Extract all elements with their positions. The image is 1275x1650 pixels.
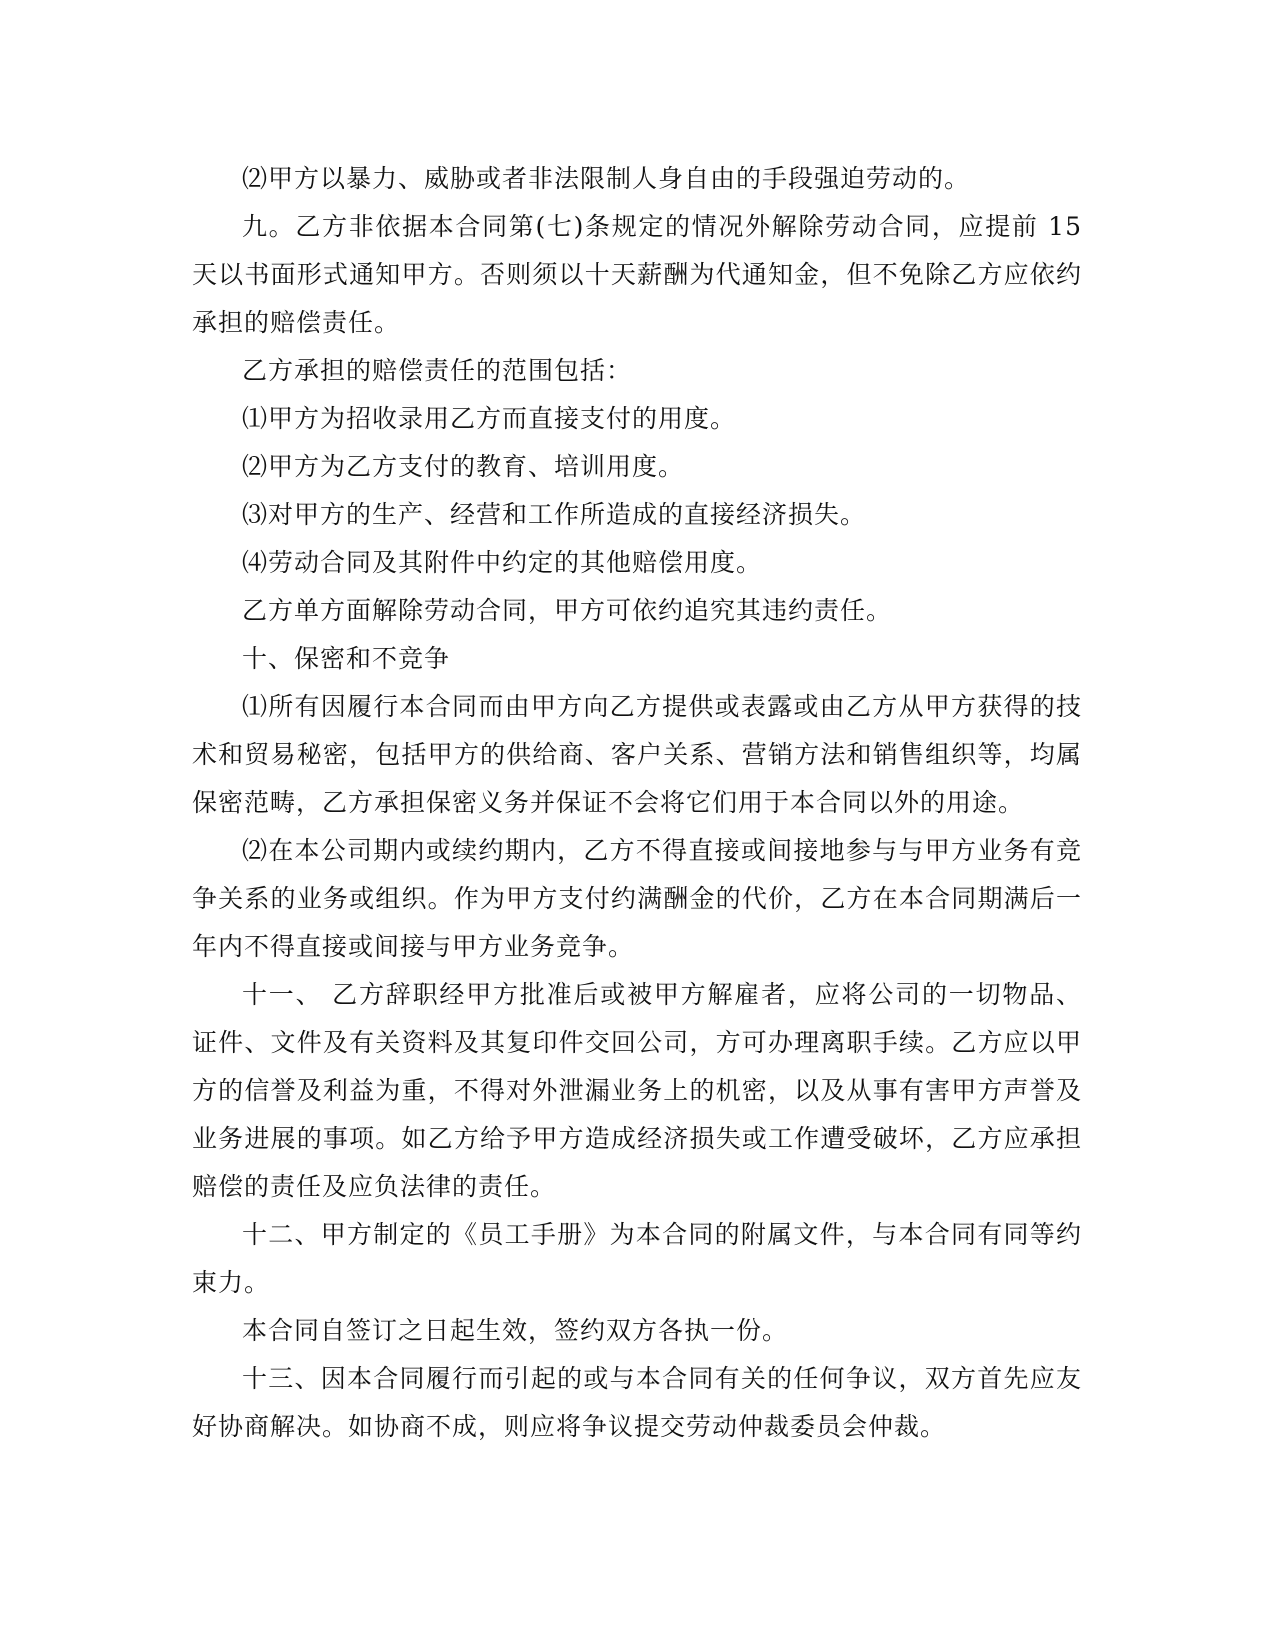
paragraph-forced-labor: ⑵甲方以暴力、威胁或者非法限制人身自由的手段强迫劳动的。 — [242, 164, 971, 193]
paragraph-unilateral-termination: 乙方单方面解除劳动合同，甲方可依约追究其违约责任。 — [242, 596, 893, 625]
paragraph-article-9: 九。乙方非依据本合同第(七)条规定的情况外解除劳动合同，应提前 15 天以书面形式通知甲方。否则须以十天薪酬为代通知金，但不免除乙方应依约承担的赔偿责任。 — [192, 212, 1082, 337]
paragraph-article-13: 十三、因本合同履行而引起的或与本合同有关的任何争议，双方首先应友好协商解决。如协商不成，则应将争议提交劳动仲裁委员会仲裁。 — [192, 1364, 1082, 1441]
paragraph-item-1: ⑴甲方为招收录用乙方而直接支付的用度。 — [242, 404, 737, 433]
paragraph-item-2: ⑵甲方为乙方支付的教育、培训用度。 — [242, 452, 685, 481]
document-body — [192, 155, 1082, 1451]
paragraph-article-11: 十一、 乙方辞职经甲方批准后或被甲方解雇者，应将公司的一切物品、证件、文件及有关资料及其复印件交回公司，方可办理离职手续。乙方应以甲方的信誉及利益为重，不得对外泄漏业务上的机密，以及从事有害甲方声誉及业务进展的事项。如乙方给予甲方造成经济损失或工作遭受破坏，乙方应承担赔偿的责任及应负法律的责任。 — [192, 980, 1082, 1201]
section-heading-article-10: 十、保密和不竞争 — [242, 644, 451, 673]
paragraph-compensation-scope: 乙方承担的赔偿责任的范围包括： — [242, 356, 633, 385]
paragraph-confidentiality-1: ⑴所有因履行本合同而由甲方向乙方提供或表露或由乙方从甲方获得的技术和贸易秘密，包括甲方的供给商、客户关系、营销方法和销售组织等，均属保密范畴，乙方承担保密义务并保证不会将它们用于本合同以外的用途。 — [192, 692, 1082, 817]
paragraph-non-compete-2: ⑵在本公司期内或续约期内，乙方不得直接或间接地参与与甲方业务有竞争关系的业务或组织。作为甲方支付约满酬金的代价，乙方在本合同期满后一年内不得直接或间接与甲方业务竞争。 — [192, 836, 1082, 961]
paragraph-item-4: ⑷劳动合同及其附件中约定的其他赔偿用度。 — [242, 548, 763, 577]
paragraph-effective-date: 本合同自签订之日起生效，签约双方各执一份。 — [242, 1316, 789, 1345]
paragraph-article-12: 十二、甲方制定的《员工手册》为本合同的附属文件，与本合同有同等约束力。 — [192, 1220, 1082, 1297]
paragraph-item-3: ⑶对甲方的生产、经营和工作所造成的直接经济损失。 — [242, 500, 867, 529]
